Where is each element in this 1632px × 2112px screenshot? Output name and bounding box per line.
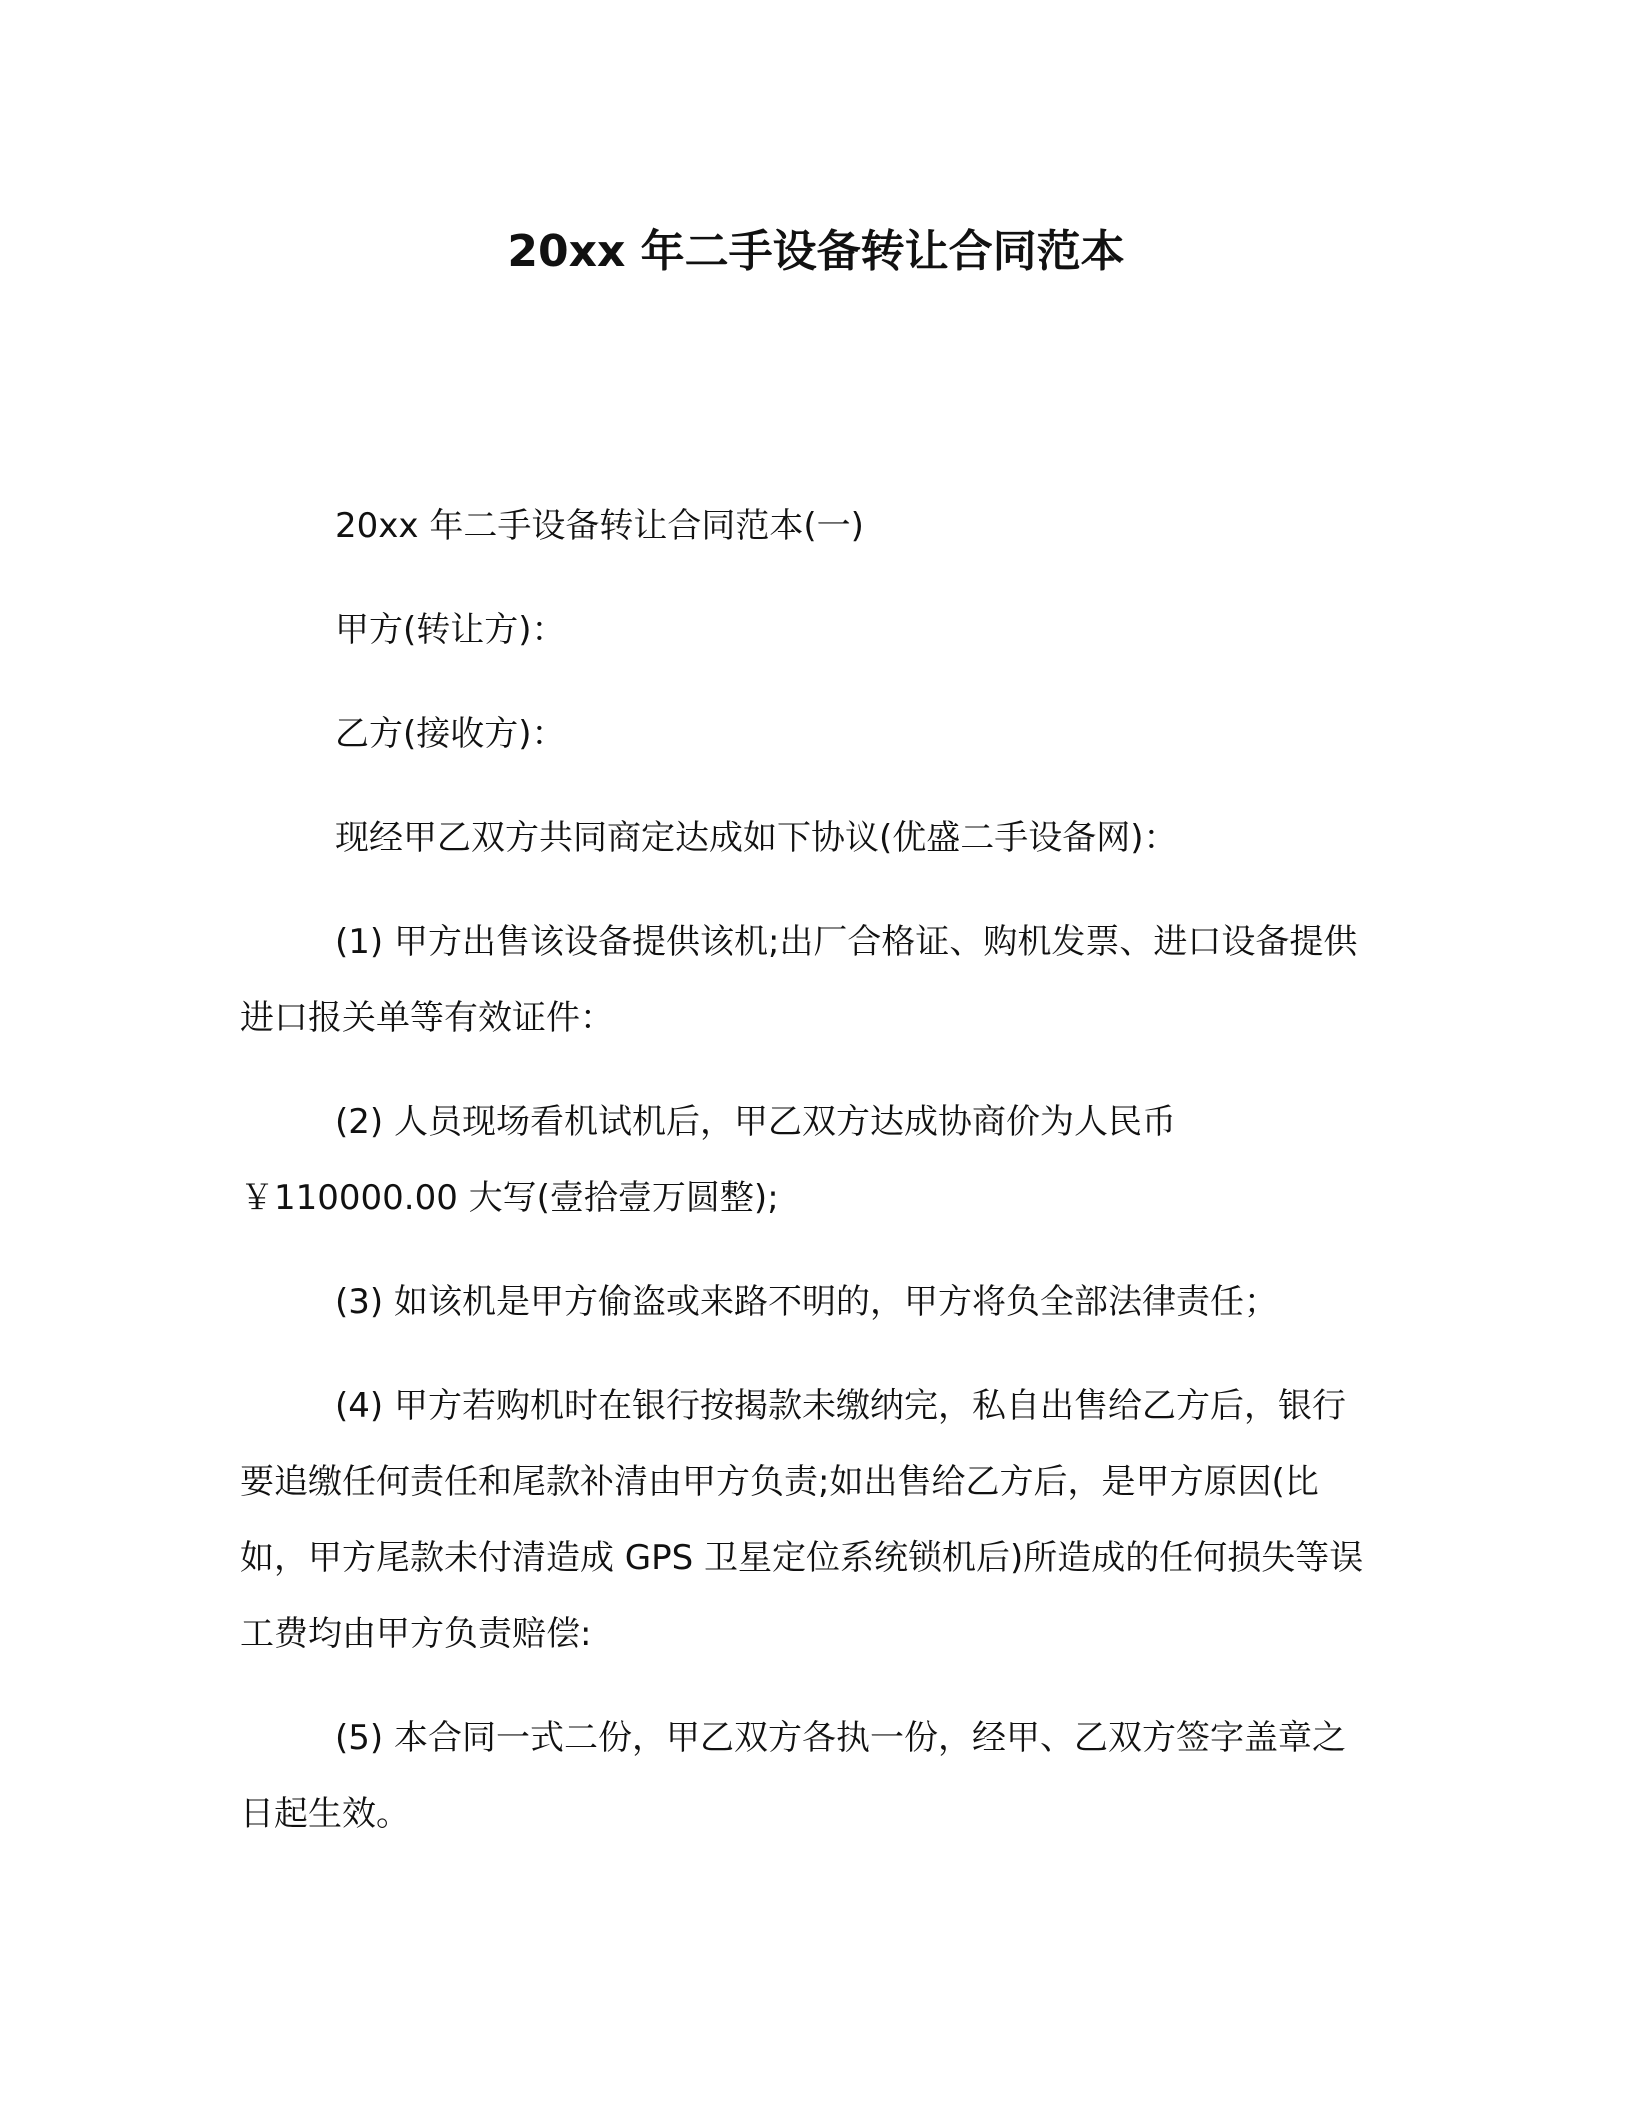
paragraph-party-a: 甲方(转让方)：	[335, 610, 566, 650]
paragraph-party-b: 乙方(接收方)：	[335, 714, 566, 754]
document-title: 20xx 年二手设备转让合同范本	[507, 226, 1125, 277]
paragraph-subtitle: 20xx 年二手设备转让合同范本(一)	[335, 506, 864, 546]
paragraph-clause-5: (5) 本合同一式二份，甲乙双方各执一份，经甲、乙双方签字盖章之日起生效。	[240, 1718, 1346, 1834]
paragraph-clause-4: (4) 甲方若购机时在银行按揭款未缴纳完，私自出售给乙方后，银行要追缴任何责任和尾款补清由甲方负责;如出售给乙方后，是甲方原因(比如，甲方尾款未付清造成 GPS 卫星定位系统锁机后)所造成的任何损失等误工费均由甲方负责赔偿:	[240, 1386, 1364, 1654]
paragraph-clause-1: (1) 甲方出售该设备提供该机;出厂合格证、购机发票、进口设备提供进口报关单等有效证件：	[240, 922, 1358, 1038]
paragraph-clause-3: (3) 如该机是甲方偷盗或来路不明的，甲方将负全部法律责任；	[335, 1282, 1278, 1322]
paragraph-clause-2: (2) 人员现场看机试机后，甲乙双方达成协商价为人民币 ￥110000.00 大写(壹拾壹万圆整);	[240, 1102, 1176, 1218]
paragraph-agreement-intro: 现经甲乙双方共同商定达成如下协议(优盛二手设备网)：	[335, 818, 1178, 858]
document-body	[240, 488, 1370, 1880]
